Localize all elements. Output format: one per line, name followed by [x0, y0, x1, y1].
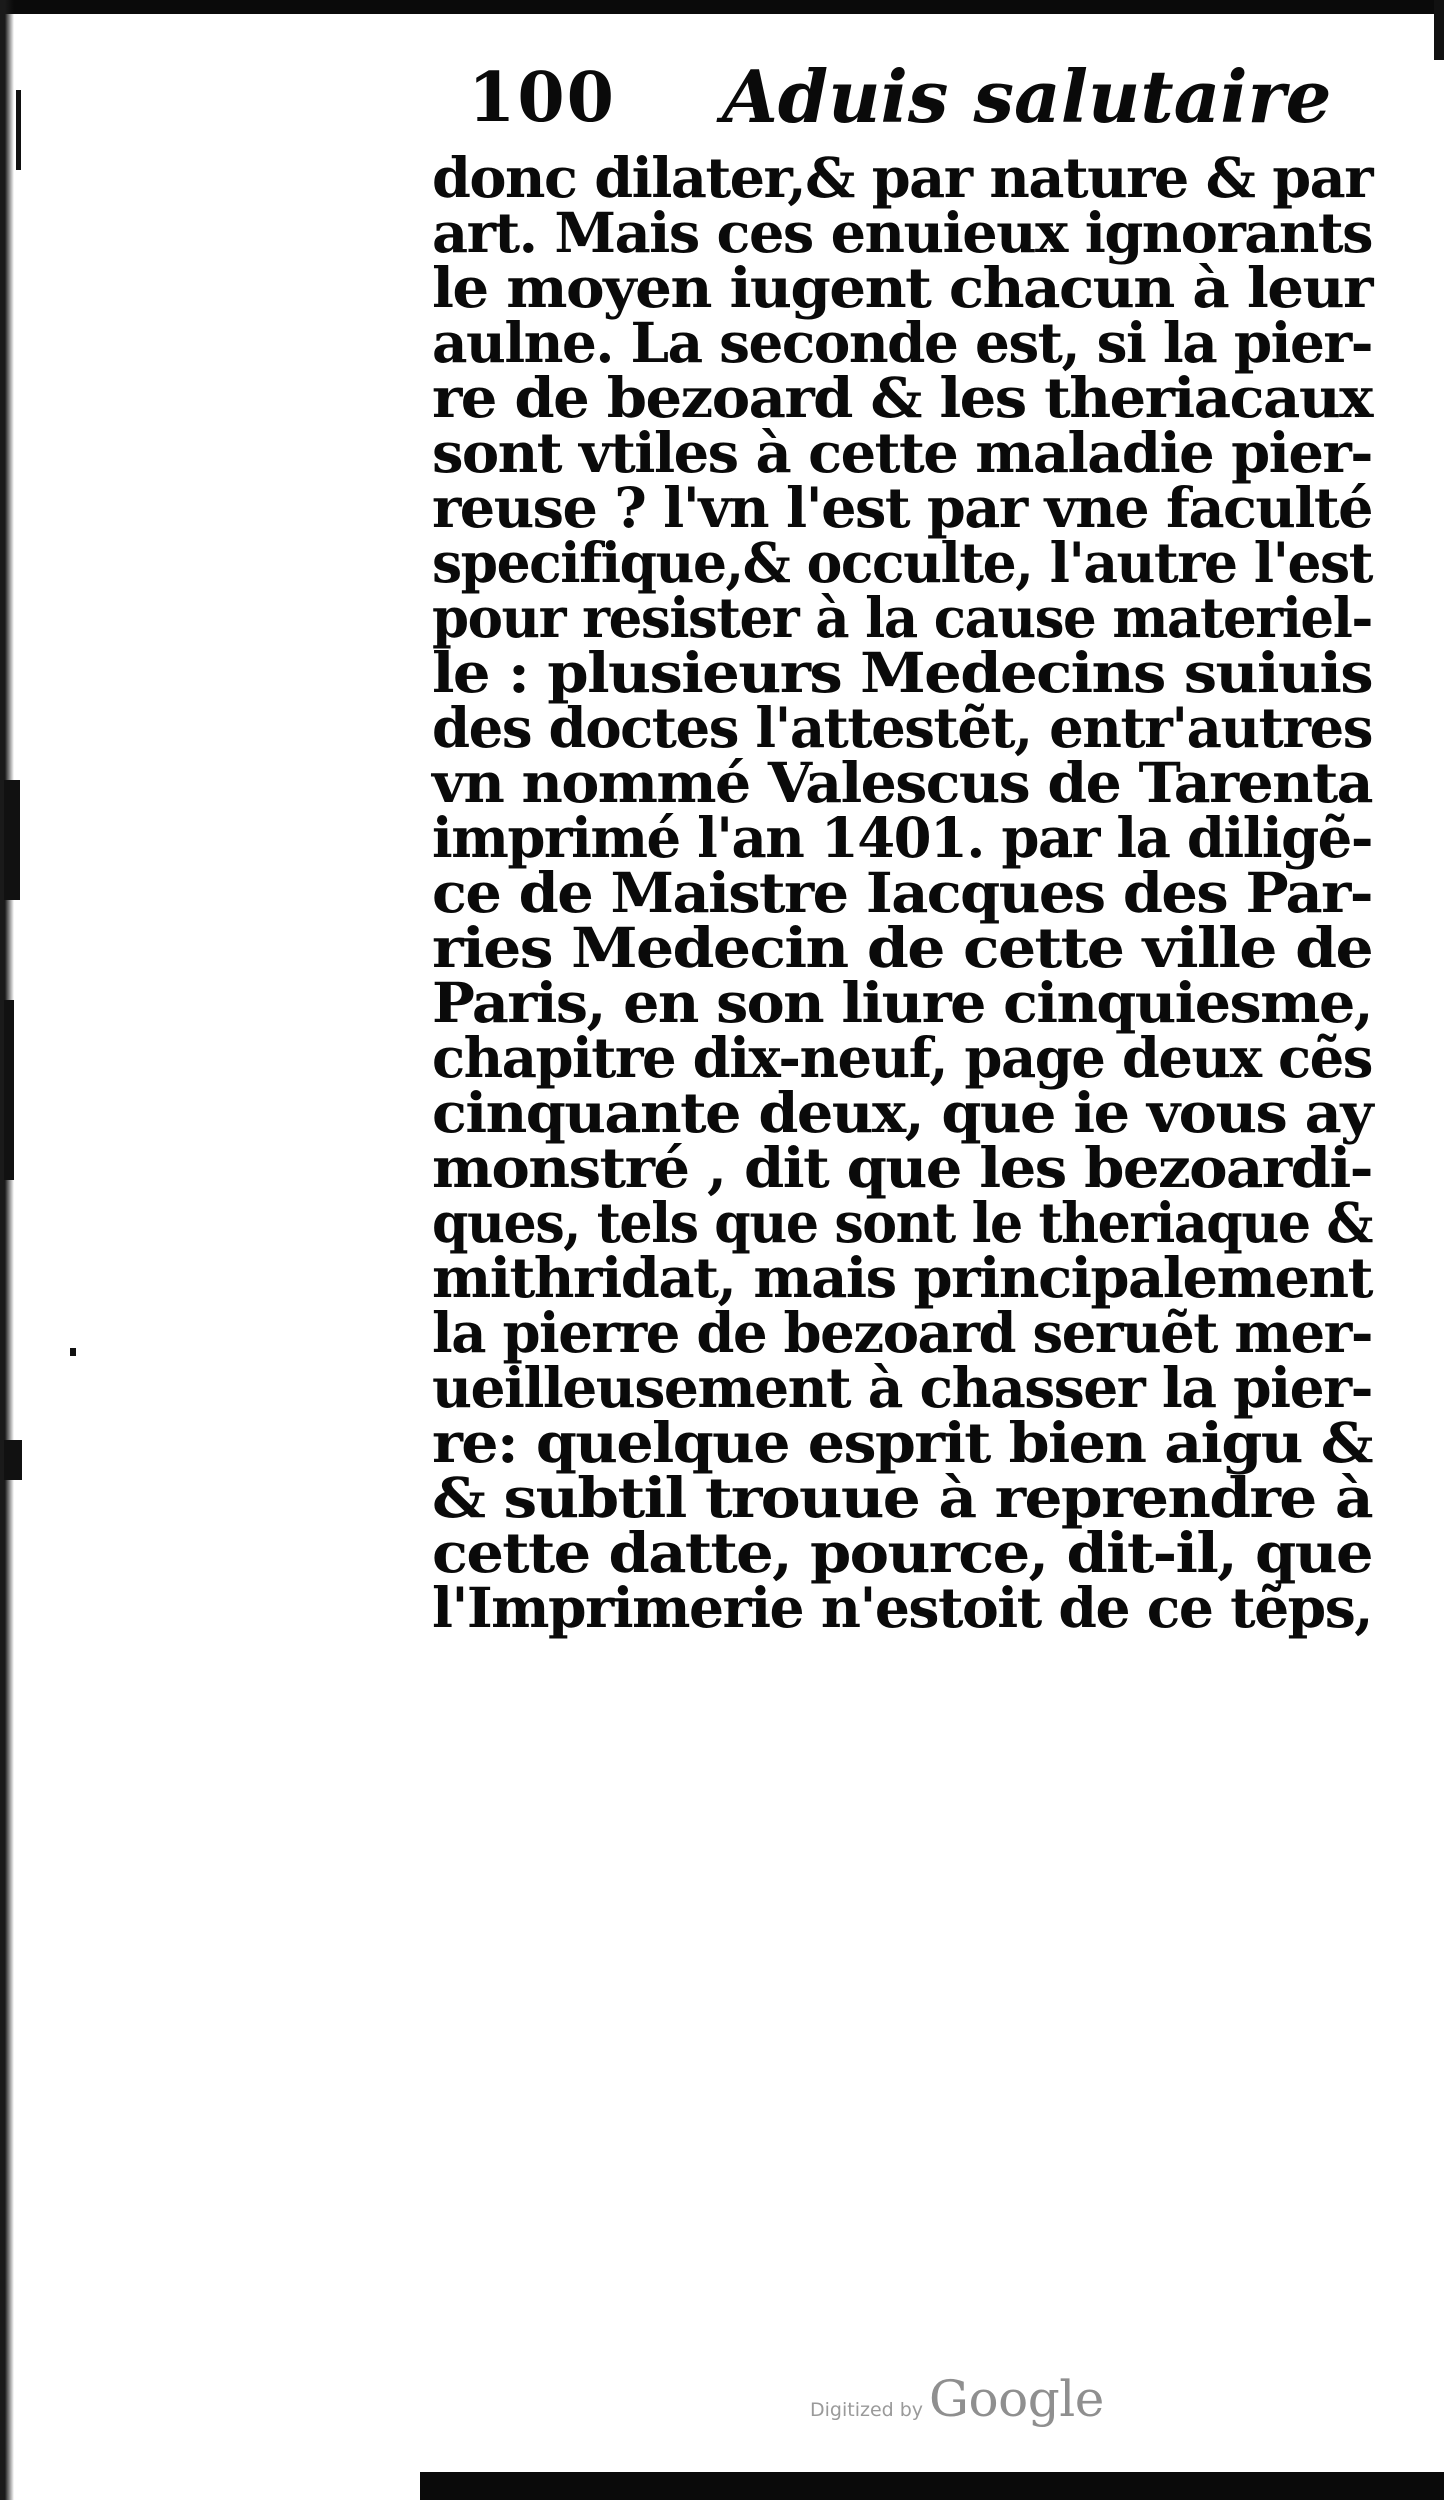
text-line: des doctes l'attestẽt, entr'autres [432, 695, 1372, 760]
body-text [432, 145, 1373, 1640]
scan-margin-mark [70, 1348, 76, 1356]
text-line: cette datte, pource, dit-il, que [432, 1520, 1372, 1585]
text-line: l'Imprimerie n'estoit de ce tẽps, [432, 1575, 1373, 1640]
text-line: le moyen iugent chacun à leur [432, 255, 1372, 320]
text-line: cinquante deux, que ie vous ay [432, 1080, 1372, 1145]
text-line: re: quelque esprit bien aigu & [432, 1410, 1372, 1475]
text-line: le : plusieurs Medecins suiuis [432, 640, 1373, 705]
text-line: mithridat, mais principalement [432, 1245, 1372, 1310]
text-line: donc dilater,& par nature & par [432, 145, 1373, 210]
text-line: Paris, en son liure cinquiesme, [432, 970, 1373, 1035]
text-line: specifique,& occulte, l'autre l'est [432, 530, 1372, 595]
scan-left-edge [0, 0, 14, 2500]
page-number: 100 [468, 58, 616, 138]
text-line: ques, tels que sont le theriaque & [432, 1190, 1373, 1255]
text-line: sont vtiles à cette maladie pier- [432, 420, 1372, 485]
text-line: chapitre dix-neuf, page deux cẽs [432, 1025, 1372, 1090]
text-line: art. Mais ces enuieux ignorants [432, 200, 1372, 265]
text-line: & subtil trouue à reprendre à [432, 1465, 1373, 1530]
digitized-watermark [810, 2370, 1104, 2440]
scan-margin-mark [4, 1440, 22, 1480]
scan-margin-mark [4, 1000, 14, 1180]
text-line: ueilleusement à chasser la pier- [432, 1355, 1372, 1420]
text-line: monstré , dit que les bezoardi- [432, 1135, 1373, 1200]
running-title: Aduis salutaire [722, 54, 1332, 139]
text-line: aulne. La seconde est, si la pier- [432, 310, 1372, 375]
text-line: reuse ? l'vn l'est par vne faculté [432, 475, 1373, 540]
scan-margin-mark [4, 780, 20, 900]
text-line: imprimé l'an 1401. par la diligẽ- [432, 805, 1372, 870]
scan-top-border [0, 0, 1444, 14]
text-line: pour resister à la cause materiel- [432, 585, 1372, 650]
scan-margin-mark [16, 90, 21, 170]
text-line: vn nommé Valescus de Tarenta [432, 750, 1372, 815]
text-line: ce de Maistre Iacques des Par- [432, 860, 1373, 925]
scan-right-edge-mark [1434, 0, 1444, 60]
text-line: la pierre de bezoard seruẽt mer- [432, 1300, 1372, 1365]
google-logo: Google [929, 2370, 1104, 2428]
digitized-by-label: Digitized by [810, 2399, 924, 2421]
page-header [468, 54, 1368, 148]
text-line: re de bezoard & les theriacaux [432, 365, 1372, 430]
text-line: ries Medecin de cette ville de [432, 915, 1373, 980]
scan-bottom-border [420, 2472, 1444, 2500]
